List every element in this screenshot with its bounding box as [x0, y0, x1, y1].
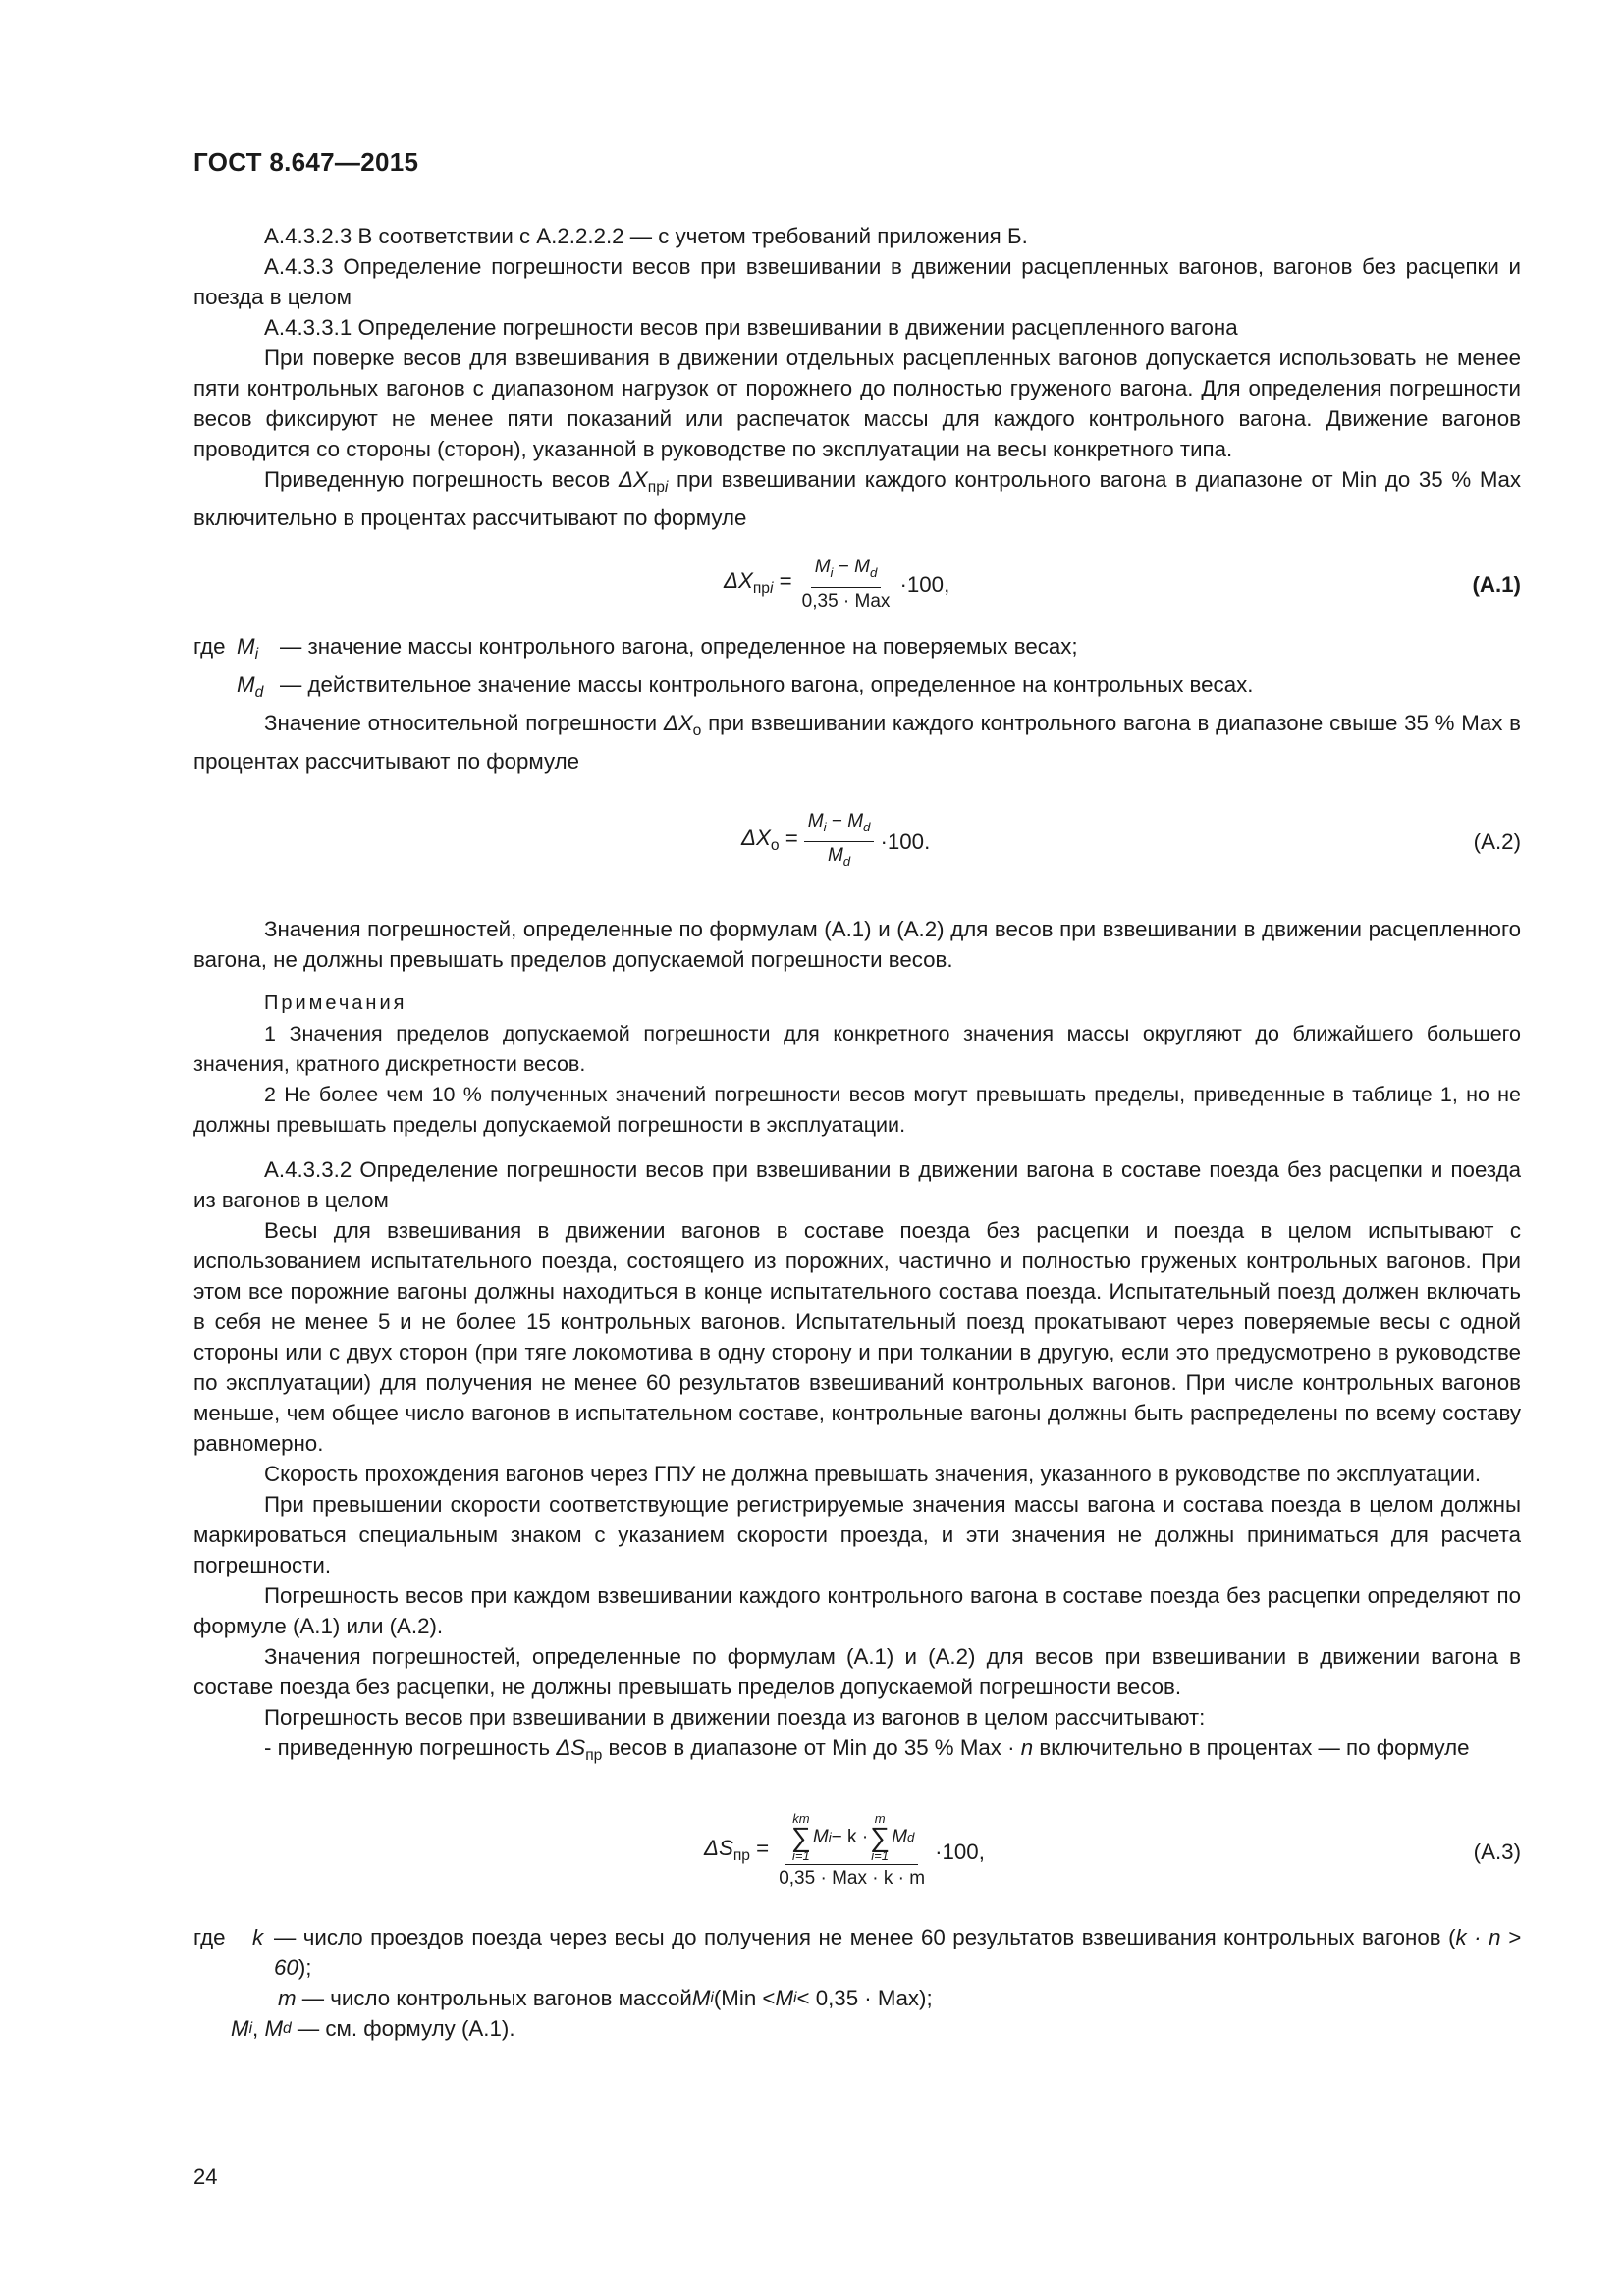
formula-a3-expression: $\Delta S_{пр}$ = km ∑ i=1 M i − k · m ∑ i=1 M d 0,35 · Max · k · m ·100,	[704, 1810, 985, 1889]
formula-a2-fraction: $\frac{M_i - M_d}{M_d}$	[804, 810, 875, 874]
paragraph-relative-error: Значение относительной погрешности $\Delta X_о$ при взвешивании каждого контрольного вагона в диапазоне свыше 35 % Max в процентах рассчитывают по формуле	[193, 711, 1521, 774]
page-number: 24	[193, 2164, 218, 2189]
formula-a2-label: (А.2)	[1473, 828, 1521, 854]
paragraph-limits: Значения погрешностей, определенные по формулам (А.1) и (А.2) для весов при взвешивании в движении расцепленного вагона, не должны превышать пределов допускаемой погрешности весов.	[193, 917, 1521, 972]
paragraph-a43223: А.4.3.2.3 В соответствии с А.2.2.2.2 — с учетом требований приложения Б.	[264, 224, 1028, 248]
paragraph-speed: Скорость прохождения вагонов через ГПУ не должна превышать значения, указанного в руководстве по эксплуатации.	[264, 1462, 1482, 1486]
formula-a2-expression: $\Delta X_о$ = $\frac{M_i - M_d}{M_d}$ ·100.	[741, 802, 930, 881]
sum-symbol-2: m ∑ i=1	[870, 1810, 891, 1863]
formula-a1-expression: $\Delta X_{прi}$ = $\frac{M_i - M_d}{\text{0,35 · Max}}$ ·100,	[724, 556, 950, 612]
sum-symbol-1: km ∑ i=1	[790, 1810, 811, 1863]
paragraph-whole-train: Погрешность весов при взвешивании в движении поезда из вагонов в целом рассчитывают:	[264, 1705, 1206, 1730]
paragraph-a4333: А.4.3.3 Определение погрешности весов при взвешивании в движении расцепленных вагонов, вагонов без расцепки и поезда в целом	[193, 254, 1521, 309]
note-2: 2 Не более чем 10 % полученных значений погрешности весов могут превышать пределы, приведенные в таблице 1, но не должны превышать пределы допускаемой погрешности в эксплуатации.	[193, 1083, 1521, 1137]
paragraph-test-train: Весы для взвешивания в движении вагонов в составе поезда без расцепки и поезда в целом испытывают с использованием испытательного поезда, состоящего из порожних, частично и полностью груженых контрольных вагонов. При этом все порожние вагоны должны находиться в конце испытательного состава поезда. Испытательный поезд должен включать в себя не менее 5 и не более 15 контрольных вагонов. Испытательный поезд прокатывают через поверяемые весы с одной стороны или с двух сторон (при тяге локомотива в одну сторону и при толкании в другую, если это предусмотрено в руководстве по эксплуатации) для получения не менее 60 результатов взвешиваний контрольных вагонов. При числе контрольных вагонов меньше, чем общее число вагонов в испытательном составе, контрольные вагоны должны быть распределены по всему составу равномерно.	[193, 1218, 1521, 1456]
document-page	[193, 147, 1521, 2044]
formula-a1-label: (А.1)	[1472, 571, 1521, 597]
paragraph-a43331: А.4.3.3.1 Определение погрешности весов при взвешивании в движении расцепленного вагона	[264, 315, 1238, 340]
note-1: 1 Значения пределов допускаемой погрешности для конкретного значения массы округляют до ближайшего большего значения, кратного дискретности весов.	[193, 1022, 1521, 1076]
paragraph-each-weighing: Погрешность весов при каждом взвешивании каждого контрольного вагона в составе поезда без расцепки определяют по формуле (А.1) или (А.2).	[193, 1583, 1521, 1638]
paragraph-a43332: А.4.3.3.2 Определение погрешности весов при взвешивании в движении вагона в составе поезда без расцепки и поезда из вагонов в целом	[193, 1157, 1521, 1212]
paragraph-limits-train: Значения погрешностей, определенные по формулам (А.1) и (А.2) для весов при взвешивании в движении вагона в составе поезда без расцепки, не должны превышать пределов допускаемой погрешности весов.	[193, 1644, 1521, 1699]
formula-a3-label: (А.3)	[1473, 1839, 1521, 1864]
formula-a3-fraction: km ∑ i=1 M i − k · m ∑ i=1 M d 0,35 · Max · k · m	[779, 1810, 926, 1889]
formula-a2	[193, 802, 1521, 881]
paragraph-reduced-train: - приведенную погрешность $\Delta S_{пр}$ весов в диапазоне от Min до 35 % Max · n включительно в процентах — по формуле	[264, 1735, 1470, 1764]
paragraph-verification: При поверке весов для взвешивания в движении отдельных расцепленных вагонов допускается использовать не менее пяти контрольных вагонов с диапазоном нагрузок от порожнего до полностью груженого вагона. Для определения погрешности весов фиксируют не менее пяти показаний или распечаток массы для каждого контрольного вагона. Движение вагонов проводится со стороны (сторон), указанной в руководстве по эксплуатации на весы конкретного типа.	[193, 346, 1521, 461]
document-header: ГОСТ 8.647—2015	[193, 147, 419, 177]
where-block-a3: где k — число проездов поезда через весы до получения не менее 60 результатов взвешивания контрольных вагонов (k · n > 60); m — число контрольных вагонов массой M i (Min < M i < 0,35 · Max); M i , M d — см. формулу (А.1).	[193, 1925, 1521, 2041]
where-block-a1: где $M_i$ — значение массы контрольного вагона, определенное на поверяемых весах; $M_d$ — действительное значение массы контрольного вагона, определенное на контрольных весах.	[193, 634, 1254, 701]
formula-a1	[193, 547, 1521, 621]
paragraph-speed-exceed: При превышении скорости соответствующие регистрируемые значения массы вагона и состава поезда в целом должны маркироваться специальным знаком с указанием скорости проезда, и эти значения не должны приниматься для расчета погрешности.	[193, 1492, 1521, 1577]
formula-a1-fraction: $\frac{M_i - M_d}{\text{0,35 · Max}}$	[801, 556, 891, 612]
paragraph-reduced-error: Приведенную погрешность весов $\Delta X_{прi}$ при взвешивании каждого контрольного вагона в диапазоне от Min до 35 % Max включительно в процентах рассчитывают по формуле	[193, 467, 1521, 530]
formula-a3	[193, 1792, 1521, 1910]
notes-title: Примечания	[264, 992, 407, 1014]
